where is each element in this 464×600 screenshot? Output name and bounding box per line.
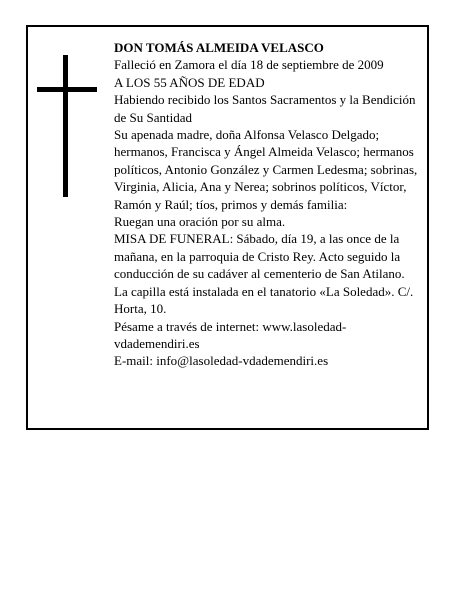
- funeral-mass-details: MISA DE FUNERAL: Sábado, día 19, a las once de la mañana, en la parroquia de Cristo Rey. Acto seguido la conducción de su cadáver al cementerio de San Atilano.: [114, 231, 405, 282]
- chapel-location: La capilla está instalada en el tanatorio «La Soledad». C/. Horta, 10.: [114, 283, 414, 317]
- family-listing: Su apenada madre, doña Alfonsa Velasco Delgado; hermanos, Francisca y Ángel Almeida Velasco; hermanos políticos, Antonio González y Carmen Ledesma; sobrinas, Virginia, Alicia, Ana y Nerea; sobrinos políticos, Víctor, Ramón y Raúl; tíos, primos y demás familia:: [114, 127, 418, 212]
- prayer-request: Ruegan una oración por su alma.: [114, 214, 286, 230]
- death-statement: Falleció en Zamora el día 18 de septiembre de 2009: [114, 57, 384, 73]
- cross-icon: [37, 55, 97, 197]
- cross-horizontal-bar: [37, 87, 97, 92]
- contact-email: E-mail: info@lasoledad-vdademendiri.es: [114, 353, 329, 369]
- condolences-website: Pésame a través de internet: www.lasoledad-vdademendiri.es: [114, 318, 347, 351]
- age-statement: A LOS 55 AÑOS DE EDAD: [114, 74, 265, 90]
- cross-vertical-bar: [63, 55, 68, 197]
- obituary-text: [114, 39, 424, 370]
- deceased-name: DON TOMÁS ALMEIDA VELASCO: [114, 40, 324, 55]
- sacraments-statement: Habiendo recibido los Santos Sacramentos y la Bendición de Su Santidad: [114, 92, 416, 125]
